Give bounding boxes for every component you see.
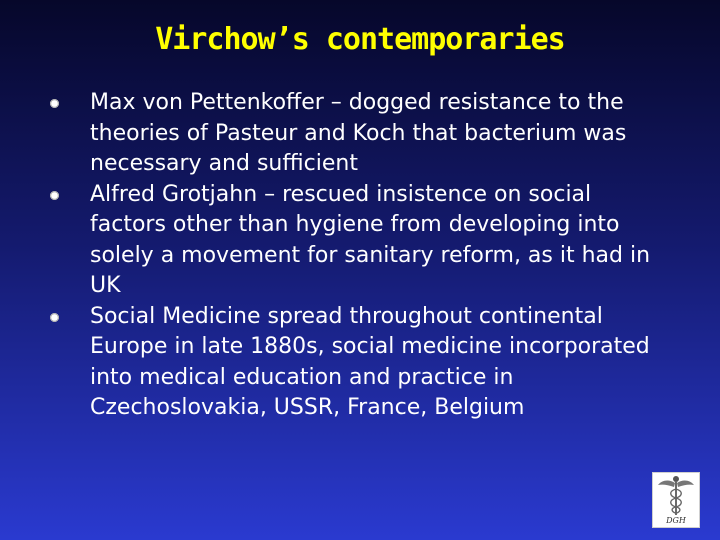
logo [652, 472, 700, 528]
bullet-dot-icon [50, 191, 59, 200]
bullet-dot-icon [50, 99, 59, 108]
bullet-text: Alfred Grotjahn – rescued insistence on social factors other than hygiene from developing into solely a movement for sanitary reform, as it had in UK [90, 181, 651, 298]
caduceus-icon [653, 473, 699, 517]
bullet-item [50, 180, 660, 302]
logo-text: DGH [666, 516, 686, 525]
slide-title: Virchow’s contemporaries [155, 22, 565, 57]
bullet-list [50, 88, 660, 424]
bullet-item [50, 88, 660, 180]
bullet-dot-icon [50, 313, 59, 322]
bullet-text: Max von Pettenkoffer – dogged resistance to the theories of Pasteur and Koch that bacterium was necessary and sufficient [90, 90, 627, 176]
bullet-text: Social Medicine spread throughout continental Europe in late 1880s, social medicine incorporated into medical education and practice in Czechoslovakia, USSR, France, Belgium [90, 303, 650, 420]
bullet-item [50, 302, 660, 424]
